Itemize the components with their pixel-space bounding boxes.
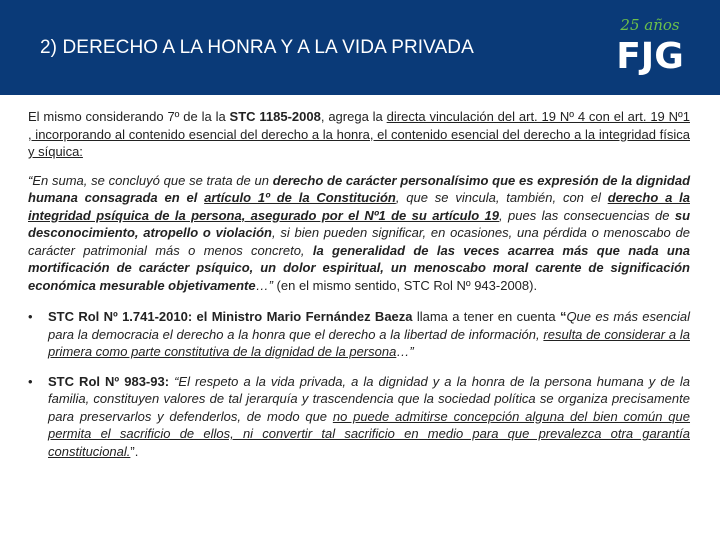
bullet2-close: ”.: [130, 443, 139, 459]
quote-bold-2: su desconocimiento, atropello o violación: [28, 207, 691, 240]
bullet1-text-1: llama a tener en cuenta: [412, 309, 560, 324]
quote-underlined-1: artículo 1º de la Constitución: [204, 190, 396, 205]
header-banner: [0, 0, 720, 95]
bullet-item: [28, 308, 690, 361]
content-body: [28, 108, 690, 472]
bullet1-close: …”: [396, 344, 414, 359]
quote-ellipsis: …”: [255, 277, 273, 293]
quote-paragraph: [28, 172, 690, 295]
bullet-list: [28, 308, 690, 460]
bullet2-underlined: no puede admitirse concepción alguna del bien común que permita el sacrificio de ellos, ni convertir tal sacrificio en medio para que prevalezca otra garantía constitucional.: [48, 408, 691, 459]
logo-tagline: 25 años: [620, 16, 680, 34]
bullet1-quote: Que es más esencial para la democracia el derecho a la honra que el derecho a la libertad de información,: [48, 309, 690, 342]
bullet2-quote: “El respeto a la vida privada, a la dignidad y a la honra de la persona humana y de la familia, constituyen valores de tal jerarquía y trascendencia que la sociedad política se organiza precisamente para preservarlos y defenderlos, de modo que: [48, 373, 690, 424]
bullet1-ref: STC Rol Nº 1.741-2010: el Ministro Mario Fernández Baeza: [48, 309, 413, 324]
bullet-icon: •: [28, 373, 33, 389]
bullet1-underlined: resulta de considerar a la primera como parte constitutiva de la dignidad de la persona: [48, 326, 690, 359]
quote-bold-1: derecho de carácter personalísimo que es expresión de la dignidad humana consagrada en el: [28, 172, 691, 205]
intro-underlined: directa vinculación del art. 19 Nº 4 con el art. 19 Nº1 , incorporando al contenido esencial del derecho a la honra, el contenido esencial del derecho a la integridad física y síquica:: [28, 109, 690, 159]
fjg-logo: [610, 12, 690, 82]
slide-title: 2) DERECHO A LA HONRA Y A LA VIDA PRIVADA: [40, 37, 474, 58]
quote-underlined-2: derecho a la integridad psíquica de la persona, asegurado por el Nº1 de su artículo 19: [28, 190, 690, 223]
quote-text-3: , pues las consecuencias de: [499, 207, 675, 223]
intro-text-2: , agrega la: [320, 109, 387, 124]
logo-text: FJG: [616, 36, 684, 77]
quote-text-4: , si bien pueden significar, en ocasiones, una pérdida o menoscabo de carácter patrimonial más o menos concreto,: [28, 225, 690, 258]
quote-citation: (en el mismo sentido, STC Rol Nº 943-2008).: [272, 277, 538, 293]
intro-stc-ref: STC 1185-2008: [229, 109, 321, 124]
intro-paragraph: [28, 108, 690, 161]
intro-text-1: El mismo considerando 7º de la la: [28, 109, 230, 124]
quote-text-1: “En suma, se concluyó que se trata de un: [28, 172, 273, 188]
bullet2-ref: STC Rol Nº 983-93:: [48, 373, 170, 389]
bullet-item: [28, 373, 690, 461]
quote-text-2: , que se vincula, también, con el: [395, 190, 608, 205]
bullet-icon: •: [28, 309, 33, 324]
quote-bold-3: la generalidad de las veces acarrea más que nada una mortificación de carácter psíquico, un dolor espiritual, un menoscabo moral carente de significación económica mesurable objetivamente: [28, 242, 690, 293]
bullet1-open-quote: “: [559, 309, 567, 324]
